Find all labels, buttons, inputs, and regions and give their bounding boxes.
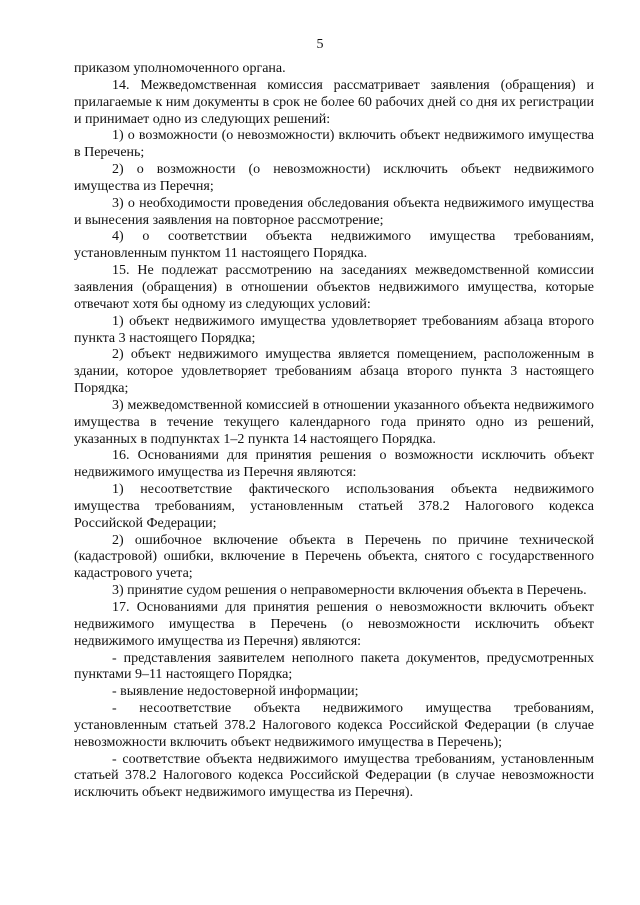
paragraph-clause-15-item-3: 3) межведомственной комиссией в отношении указанного объекта недвижимого имущества в течение текущего календарного года принято одно из решений, указанных в подпунктах 1–2 пункта 14 настоящего Порядка.: [74, 397, 594, 447]
document-body: [74, 61, 594, 802]
paragraph-clause-14-item-1: 1) о возможности (о невозможности) включить объект недвижимого имущества в Перечень;: [74, 128, 594, 161]
paragraph-continuation: приказом уполномоченного органа.: [74, 61, 286, 76]
paragraph-clause-17-dash-4: - соответствие объекта недвижимого имущества требованиям, установленным статьей 378.2 Налогового кодекса Российской Федерации (в случае невозможности исключить объект недвижимого имущества из Перечня).: [74, 751, 594, 801]
paragraph-clause-17-dash-3: - несоответствие объекта недвижимого имущества требованиям, установленным статьей 378.2 Налогового кодекса Российской Федерации (в случае невозможности включить объект недвижимого имущества в Перечень);: [74, 701, 594, 750]
paragraph-clause-16: 16. Основаниями для принятия решения о возможности исключить объект недвижимого имущества из Перечня являются:: [74, 448, 594, 481]
paragraph-clause-14-item-2: 2) о возможности (о невозможности) исключить объект недвижимого имущества из Перечня;: [74, 162, 594, 194]
paragraph-clause-15: 15. Не подлежат рассмотрению на заседаниях межведомственной комиссии заявления (обращения) в отношении объектов недвижимого имущества, которые отвечают хотя бы одному из следующих условий:: [74, 263, 594, 312]
page-number: 5: [316, 37, 324, 52]
paragraph-clause-15-item-2: 2) объект недвижимого имущества является помещением, расположенным в здании, которое удовлетворяет требованиям абзаца второго пункта 3 настоящего Порядка;: [74, 347, 594, 397]
paragraph-clause-14-item-4: 4) о соответствии объекта недвижимого имущества требованиям, установленным пунктом 11 настоящего Порядка.: [74, 229, 594, 262]
paragraph-clause-16-item-1: 1) несоответствие фактического использования объекта недвижимого имущества требованиям, установленным статьей 378.2 Налогового кодекса Российской Федерации;: [74, 482, 594, 531]
paragraph-clause-16-item-3: 3) принятие судом решения о неправомерности включения объекта в Перечень.: [112, 583, 587, 599]
paragraph-clause-14: 14. Межведомственная комиссия рассматривает заявления (обращения) и прилагаемые к ним документы в срок не более 60 рабочих дней со дня их регистрации и принимает одно из следующих решений:: [74, 77, 594, 127]
paragraph-clause-17: 17. Основаниями для принятия решения о невозможности включить объект недвижимого имущества в Перечень (о невозможности исключить объект недвижимого имущества из Перечня) являются:: [74, 600, 594, 649]
paragraph-clause-16-item-2: 2) ошибочное включение объекта в Перечень по причине технической (кадастровой) ошибки, включение в Перечень объекта, снятого с государственного кадастрового учета;: [74, 532, 594, 582]
paragraph-clause-17-dash-2: - выявление недостоверной информации;: [112, 684, 359, 700]
paragraph-clause-14-item-3: 3) о необходимости проведения обследования объекта недвижимого имущества и вынесения заявления на повторное рассмотрение;: [74, 195, 594, 228]
paragraph-clause-17-dash-1: - представления заявителем неполного пакета документов, предусмотренных пунктами 9–11 настоящего Порядка;: [74, 650, 594, 683]
paragraph-clause-15-item-1: 1) объект недвижимого имущества удовлетворяет требованиям абзаца второго пункта 3 настоящего Порядка;: [74, 313, 594, 346]
